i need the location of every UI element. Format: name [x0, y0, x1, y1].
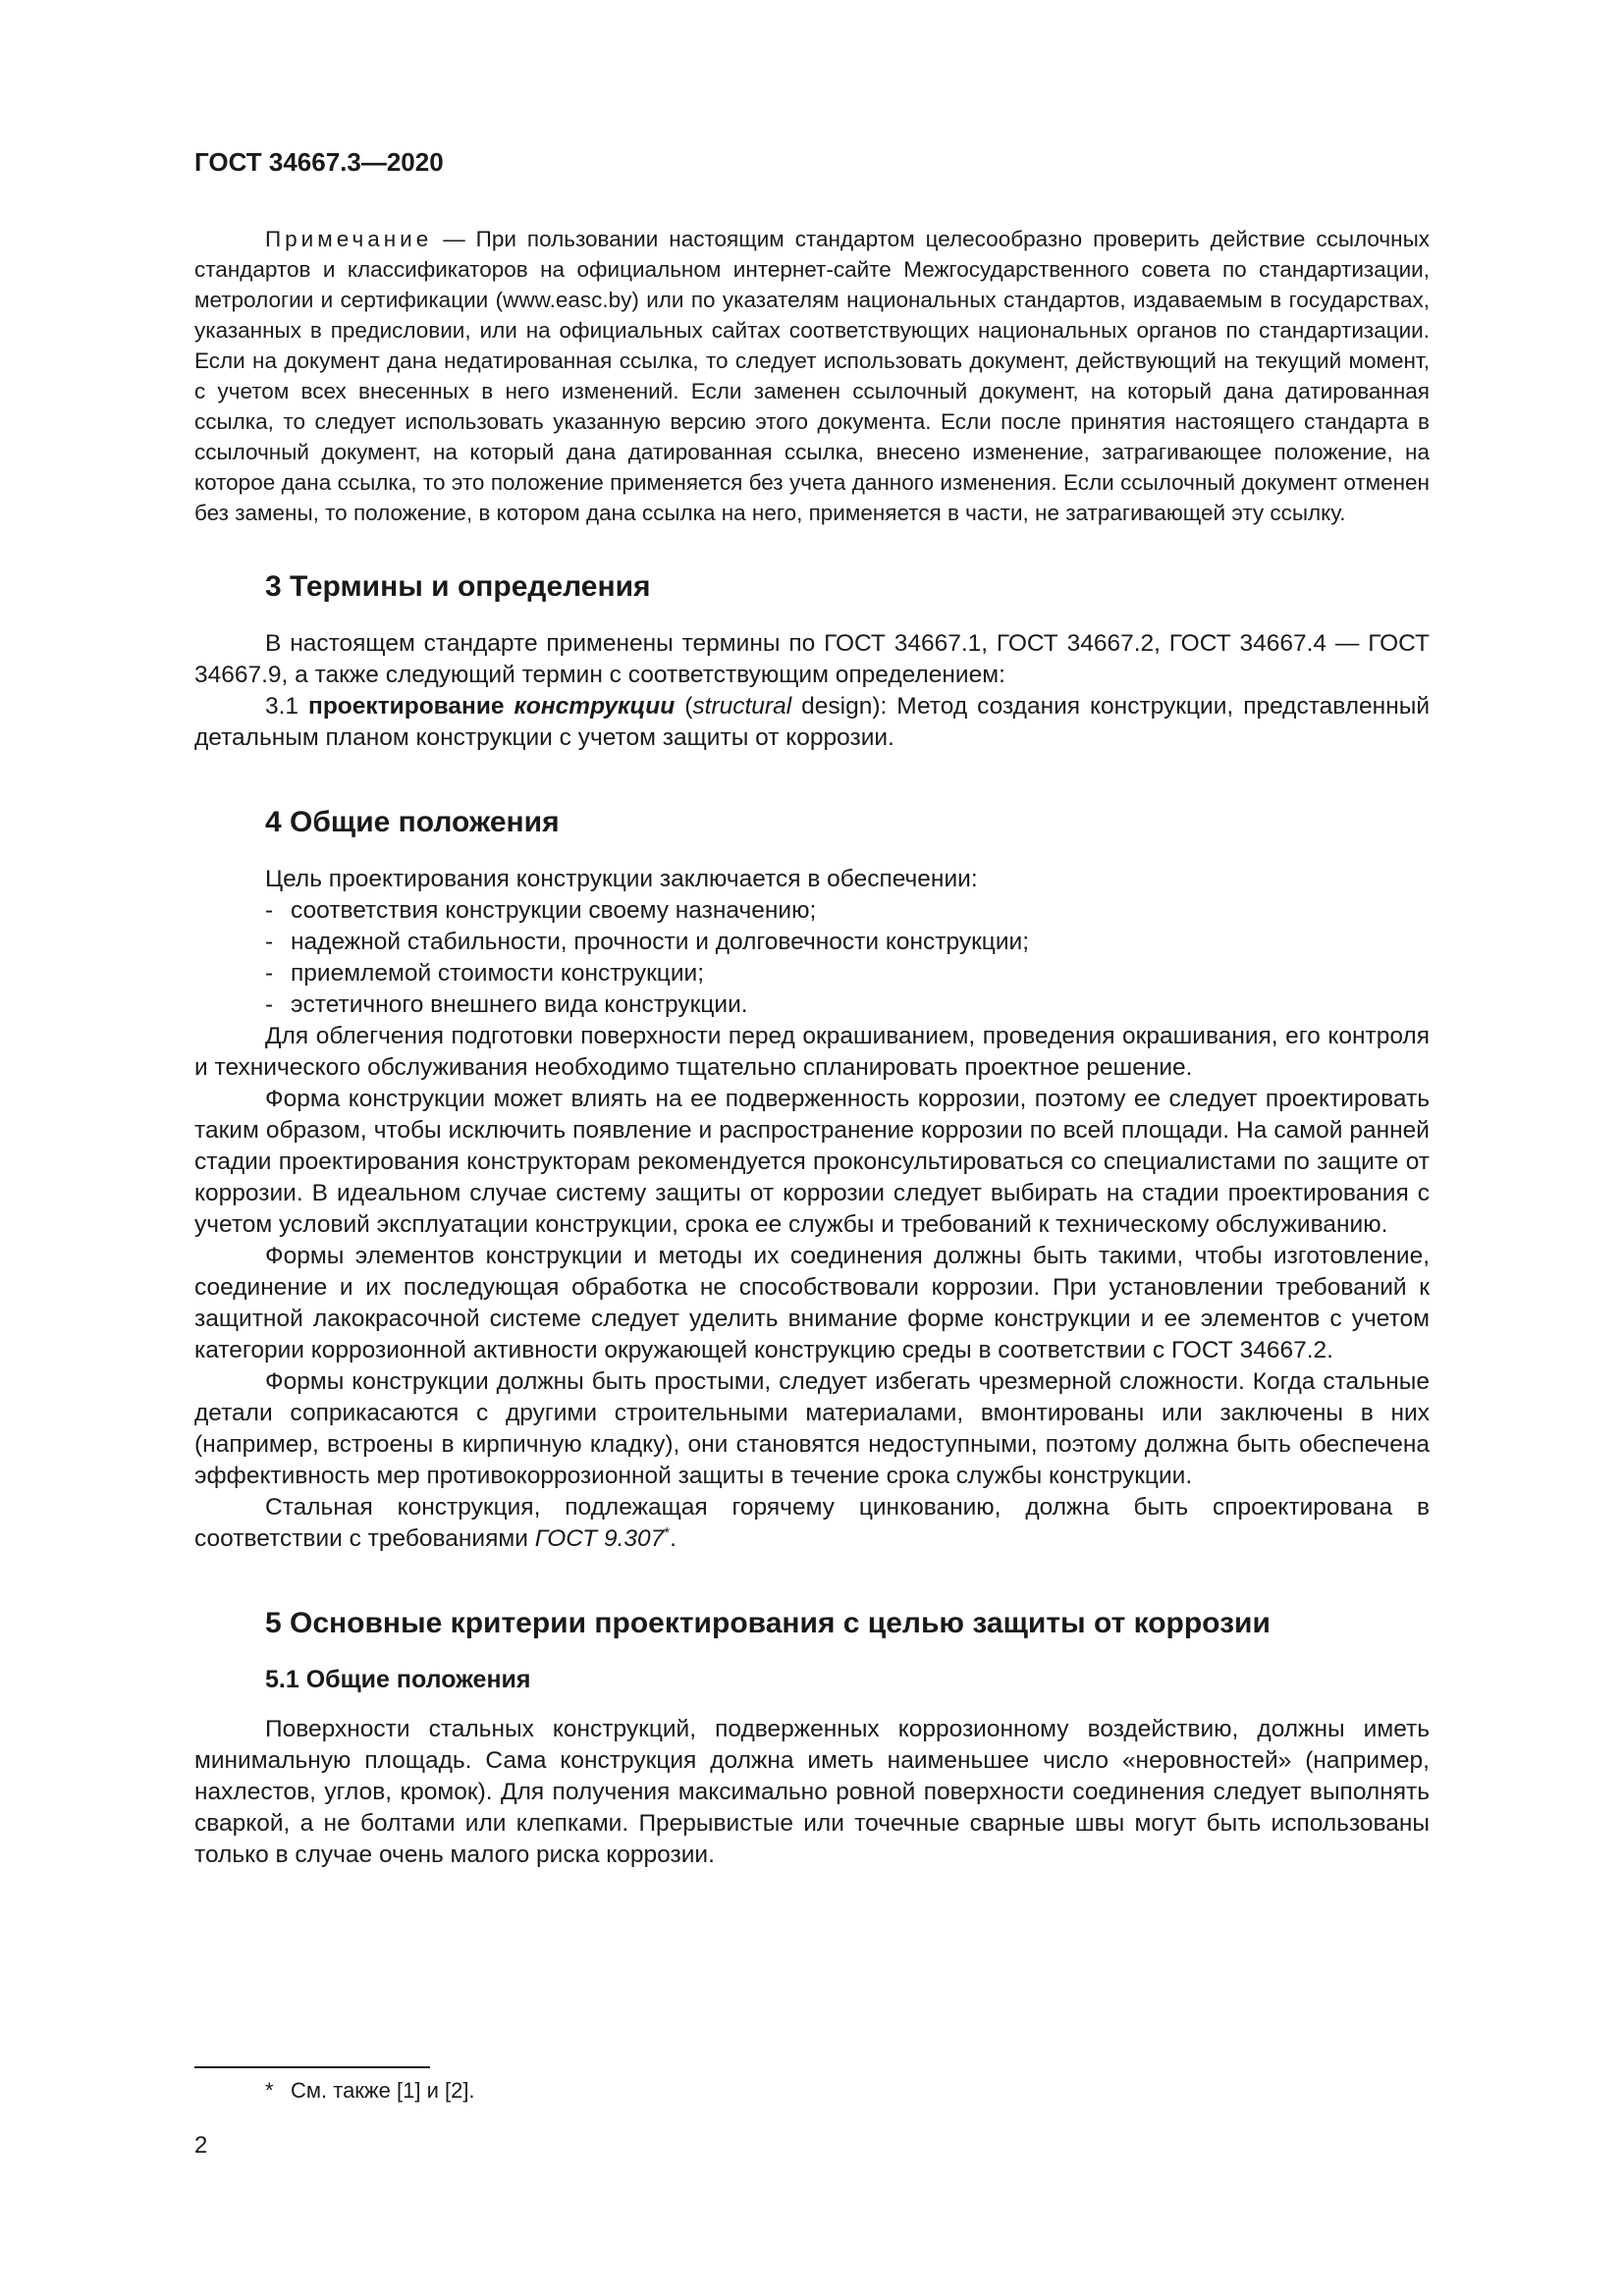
note-label: Примечание: [265, 227, 433, 251]
list-item: - соответствия конструкции своему назначению;: [265, 897, 817, 924]
section-5-1-para: Поверхности стальных конструкций, подверженных коррозионному воздействию, должны иметь минимальную площадь. Сама конструкция должна иметь наименьшее число «неровностей» (например, нахлестов, углов, кромок). Для получения максимально ровной поверхности соединения следует выполнять сваркой, а не болтами или клепками. Прерывистые или точечные сварные швы могут быть использованы только в случае очень малого риска коррозии.: [194, 1716, 1430, 1868]
term-english-rest: design): [791, 693, 881, 720]
page-number: 2: [194, 2132, 208, 2159]
reference-note: [194, 224, 1430, 528]
footnote-text: См. также [1] и [2].: [291, 2078, 475, 2103]
section-4-lead: Цель проектирования конструкции заключается в обеспечении:: [265, 866, 978, 892]
section-5-heading: 5 Основные критерии проектирования с целью защиты от коррозии: [265, 1607, 1271, 1639]
section-4-para-3: Формы элементов конструкции и методы их соединения должны быть такими, чтобы изготовление, соединение и их последующая обработка не способствовали коррозии. При установлении требований к защитной лакокрасочной системе следует уделить внимание форме конструкции и ее элементов с учетом категории коррозионной активности окружающей конструкцию среды в соответствии с ГОСТ 34667.2.: [194, 1243, 1430, 1363]
term-bold-italic: конструкции: [514, 693, 676, 720]
term-english-italic: structural: [692, 693, 792, 720]
term-definition: [194, 691, 1430, 754]
term-bold: проектирование: [308, 693, 514, 720]
term-definition-text: : Метод создания конструкции, представленный детальным планом конструкции с учетом защиты от коррозии.: [194, 693, 1431, 751]
list-item: - надежной стабильности, прочности и долговечности конструкции;: [265, 929, 1030, 955]
footnote-mark: *: [664, 1523, 671, 1541]
document-body: [194, 224, 1430, 1871]
note-text: — При пользовании настоящим стандартом целесообразно проверить действие ссылочных стандартов и классификаторов на официальном интернет-сайте Межгосударственного совета по стандартизации, метрологии и сертификации (www.easc.by) или по указателям национальных стандартов, издаваемым в государствах, указанных в предисловии, или на официальных сайтах соответствующих национальных органов по стандартизации. Если на документ дана недатированная ссылка, то следует использовать документ, действующий на текущий момент, с учетом всех внесенных в него изменений. Если заменен ссылочный документ, на который дана датированная ссылка, то следует использовать указанную версию этого документа. Если после принятия настоящего стандарта в ссылочный документ, на который дана датированная ссылка, внесено изменение, затрагивающее положение, на которое дана ссылка, то это положение применяется без учета данного изменения. Если ссылочный документ отменен без замены, то положение, в котором дана ссылка на него, применяется в части, не затрагивающей эту ссылку.: [194, 227, 1430, 525]
term-open: (: [675, 693, 693, 720]
document-code: ГОСТ 34667.3—2020: [194, 147, 444, 177]
section-4-para-5: Стальная конструкция, подлежащая горячему цинкованию, должна быть спроектирована в соответствии с требованиями ГОСТ 9.307*.: [194, 1494, 1430, 1552]
section-4-para-4: Формы конструкции должны быть простыми, следует избегать чрезмерной сложности. Когда стальные детали соприкасаются с другими строительными материалами, вмонтированы или заключены в них (например, встроены в кирпичную кладку), они становятся недоступными, поэтому должна быть обеспечена эффективность мер противокоррозионной защиты в течение срока службы конструкции.: [194, 1368, 1430, 1489]
goals-list: [194, 895, 1430, 1021]
section-4-heading: 4 Общие положения: [265, 806, 560, 838]
list-item: - приемлемой стоимости конструкции;: [265, 960, 705, 987]
subsection-5-1-heading: 5.1 Общие положения: [265, 1666, 531, 1693]
standard-reference: ГОСТ 9.307: [534, 1525, 665, 1552]
list-item: - эстетичного внешнего вида конструкции.: [265, 991, 748, 1018]
footnote-divider: [194, 2066, 430, 2068]
section-3-heading: 3 Термины и определения: [265, 570, 651, 603]
term-number: 3.1: [265, 693, 309, 720]
section-3-intro: В настоящем стандарте применены термины по ГОСТ 34667.1, ГОСТ 34667.2, ГОСТ 34667.4 — ГОСТ 34667.9, а также следующий термин с соответствующим определением:: [194, 630, 1430, 688]
section-4-para-1: Для облегчения подготовки поверхности перед окрашиванием, проведения окрашивания, его контроля и технического обслуживания необходимо тщательно спланировать проектное решение.: [194, 1023, 1430, 1081]
footnote-star: *: [265, 2078, 274, 2103]
footnote: [265, 2078, 475, 2104]
section-4-para-2: Форма конструкции может влиять на ее подверженность коррозии, поэтому ее следует проектировать таким образом, чтобы исключить появление и распространение коррозии по всей площади. На самой ранней стадии проектирования конструкторам рекомендуется проконсультироваться со специалистами по защите от коррозии. В идеальном случае систему защиты от коррозии следует выбирать на стадии проектирования с учетом условий эксплуатации конструкции, срока ее службы и требований к техническому обслуживанию.: [194, 1086, 1430, 1238]
